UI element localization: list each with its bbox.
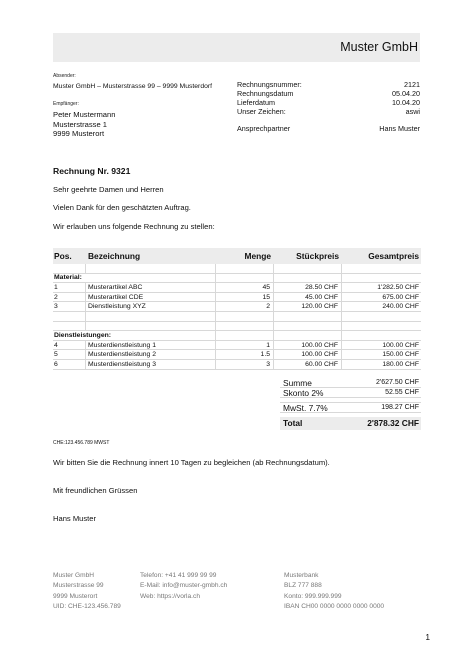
cell-total: 180.00 CHF xyxy=(382,360,419,368)
meta-value: Hans Muster xyxy=(379,124,420,133)
table-row xyxy=(53,283,421,293)
meta-label: Rechnungsdatum xyxy=(237,89,294,98)
meta-label: Unser Zeichen: xyxy=(237,107,286,116)
table-row xyxy=(53,293,421,303)
cell-desc: Musterartikel ABC xyxy=(86,283,216,292)
header-pos: Pos. xyxy=(54,251,72,261)
invoice-meta xyxy=(237,80,420,133)
table-row-empty xyxy=(53,322,421,332)
intro-text: Wir erlauben uns folgende Rechnung zu stellen: xyxy=(53,222,215,231)
summary-total xyxy=(280,417,421,430)
footer-line: Muster GmbH xyxy=(53,572,95,579)
summary-vat xyxy=(280,403,421,413)
footer-company xyxy=(53,571,121,612)
summary-label: Total xyxy=(283,418,303,428)
signature-name: Hans Muster xyxy=(53,514,97,523)
cell-pos: 1 xyxy=(53,283,86,292)
summary-value: 198.27 CHF xyxy=(381,404,419,411)
table-row xyxy=(53,341,421,351)
section-row-material xyxy=(53,274,421,284)
cell-total: 240.00 CHF xyxy=(382,303,419,311)
cell-desc: Musterdienstleistung 3 xyxy=(86,360,216,369)
meta-label: Ansprechpartner xyxy=(237,124,291,133)
summary-value: 2'627.50 CHF xyxy=(376,379,419,386)
line-items-table xyxy=(53,248,421,370)
summary-label: Skonto 2% xyxy=(283,388,324,398)
summary-label: Summe xyxy=(283,378,312,388)
recipient-label: Empfänger: xyxy=(53,101,79,107)
cell-unit: 100.00 CHF xyxy=(274,341,342,350)
meta-value: 05.04.20 xyxy=(392,89,420,98)
table-row xyxy=(53,360,421,370)
salutation: Sehr geehrte Damen und Herren xyxy=(53,185,164,194)
summary-sum xyxy=(280,378,421,388)
header-total-price: Gesamtpreis xyxy=(368,251,419,261)
meta-value: aswi xyxy=(405,107,420,116)
cell-pos: 6 xyxy=(53,360,86,369)
page-number: 1 xyxy=(425,632,430,642)
header-unit-price: Stückpreis xyxy=(296,251,339,261)
table-row xyxy=(53,302,421,312)
footer-line: Musterstrasse 99 xyxy=(53,582,104,590)
meta-label: Lieferdatum xyxy=(237,98,275,107)
footer-line: 9999 Musterort xyxy=(53,592,98,600)
summary-discount xyxy=(280,388,421,398)
footer-line: BLZ 777 888 xyxy=(284,582,322,590)
section-label: Material: xyxy=(53,274,216,283)
table-header xyxy=(53,248,421,264)
meta-invoice-date xyxy=(237,89,420,98)
meta-reference xyxy=(237,107,420,116)
cell-pos: 2 xyxy=(53,293,86,302)
footer-line: UID: CHE-123.456.789 xyxy=(53,602,121,610)
footer-line: IBAN CH00 0000 0000 0000 0000 xyxy=(284,602,385,610)
sender-label: Absender: xyxy=(53,73,76,79)
recipient-street: Musterstrasse 1 xyxy=(53,119,108,129)
meta-delivery-date xyxy=(237,98,420,107)
table-row-empty xyxy=(53,312,421,322)
invoice-summary xyxy=(280,378,421,430)
cell-qty: 3 xyxy=(216,360,274,369)
recipient-name: Peter Mustermann xyxy=(53,110,116,119)
footer-line: Telefon: +41 41 999 99 99 xyxy=(140,572,217,579)
recipient-city: 9999 Musterort xyxy=(53,129,105,139)
header-band xyxy=(53,33,420,62)
cell-desc: Musterdienstleistung 1 xyxy=(86,341,216,350)
header-qty: Menge xyxy=(244,251,271,261)
section-label: Dienstleistungen: xyxy=(53,331,216,340)
cell-desc: Dienstleistung XYZ xyxy=(86,302,216,311)
cell-qty: 15 xyxy=(216,293,274,302)
sender-address-line: Muster GmbH – Musterstrasse 99 – 9999 Musterdorf xyxy=(53,83,213,90)
footer-line[interactable]: E-Mail: info@muster-gmbh.ch xyxy=(140,582,228,590)
cell-qty: 2 xyxy=(216,302,274,311)
cell-desc: Musterartikel CDE xyxy=(86,293,216,302)
section-row-services xyxy=(53,331,421,341)
footer-line[interactable]: Web: https://vorla.ch xyxy=(140,592,200,600)
table-row xyxy=(53,350,421,360)
header-desc: Bezeichnung xyxy=(88,251,141,261)
cell-unit: 60.00 CHF xyxy=(274,360,342,369)
meta-invoice-number xyxy=(237,80,420,89)
vat-id: CHE:123.456.789 MWST xyxy=(53,440,110,446)
cell-unit: 28.50 CHF xyxy=(274,283,342,292)
meta-value: 2121 xyxy=(404,80,420,89)
cell-qty: 1.5 xyxy=(216,350,274,359)
cell-unit: 120.00 CHF xyxy=(274,302,342,311)
cell-desc: Musterdienstleistung 2 xyxy=(86,350,216,359)
cell-total: 150.00 CHF xyxy=(382,351,419,359)
footer-line: Konto: 999.999.999 xyxy=(284,592,342,600)
cell-pos: 4 xyxy=(53,341,86,350)
closing-text: Mit freundlichen Grüssen xyxy=(53,486,138,495)
summary-value: 2'878.32 CHF xyxy=(367,418,419,428)
company-name: Muster GmbH xyxy=(340,40,418,54)
cell-total: 675.00 CHF xyxy=(382,293,419,301)
cell-total: 1'282.50 CHF xyxy=(377,283,419,291)
recipient-address xyxy=(53,110,115,139)
footer-contact xyxy=(140,571,227,602)
thanks-text: Vielen Dank für den geschätzten Auftrag. xyxy=(53,203,191,212)
cell-pos: 5 xyxy=(53,350,86,359)
summary-value: 52.55 CHF xyxy=(385,389,419,396)
payment-note: Wir bitten Sie die Rechnung innert 10 Tagen zu begleichen (ab Rechnungsdatum). xyxy=(53,458,330,467)
table-row-empty xyxy=(53,264,421,274)
summary-label: MwSt. 7.7% xyxy=(283,403,328,413)
footer-line: Musterbank xyxy=(284,572,319,579)
meta-contact xyxy=(237,124,420,133)
cell-pos: 3 xyxy=(53,302,86,311)
meta-value: 10.04.20 xyxy=(392,98,420,107)
meta-label: Rechnungsnummer: xyxy=(237,80,302,89)
cell-unit: 100.00 CHF xyxy=(274,350,342,359)
cell-total: 100.00 CHF xyxy=(382,341,419,349)
cell-qty: 45 xyxy=(216,283,274,292)
cell-qty: 1 xyxy=(216,341,274,350)
invoice-title: Rechnung Nr. 9321 xyxy=(53,166,131,176)
footer-bank xyxy=(284,571,384,612)
cell-unit: 45.00 CHF xyxy=(274,293,342,302)
